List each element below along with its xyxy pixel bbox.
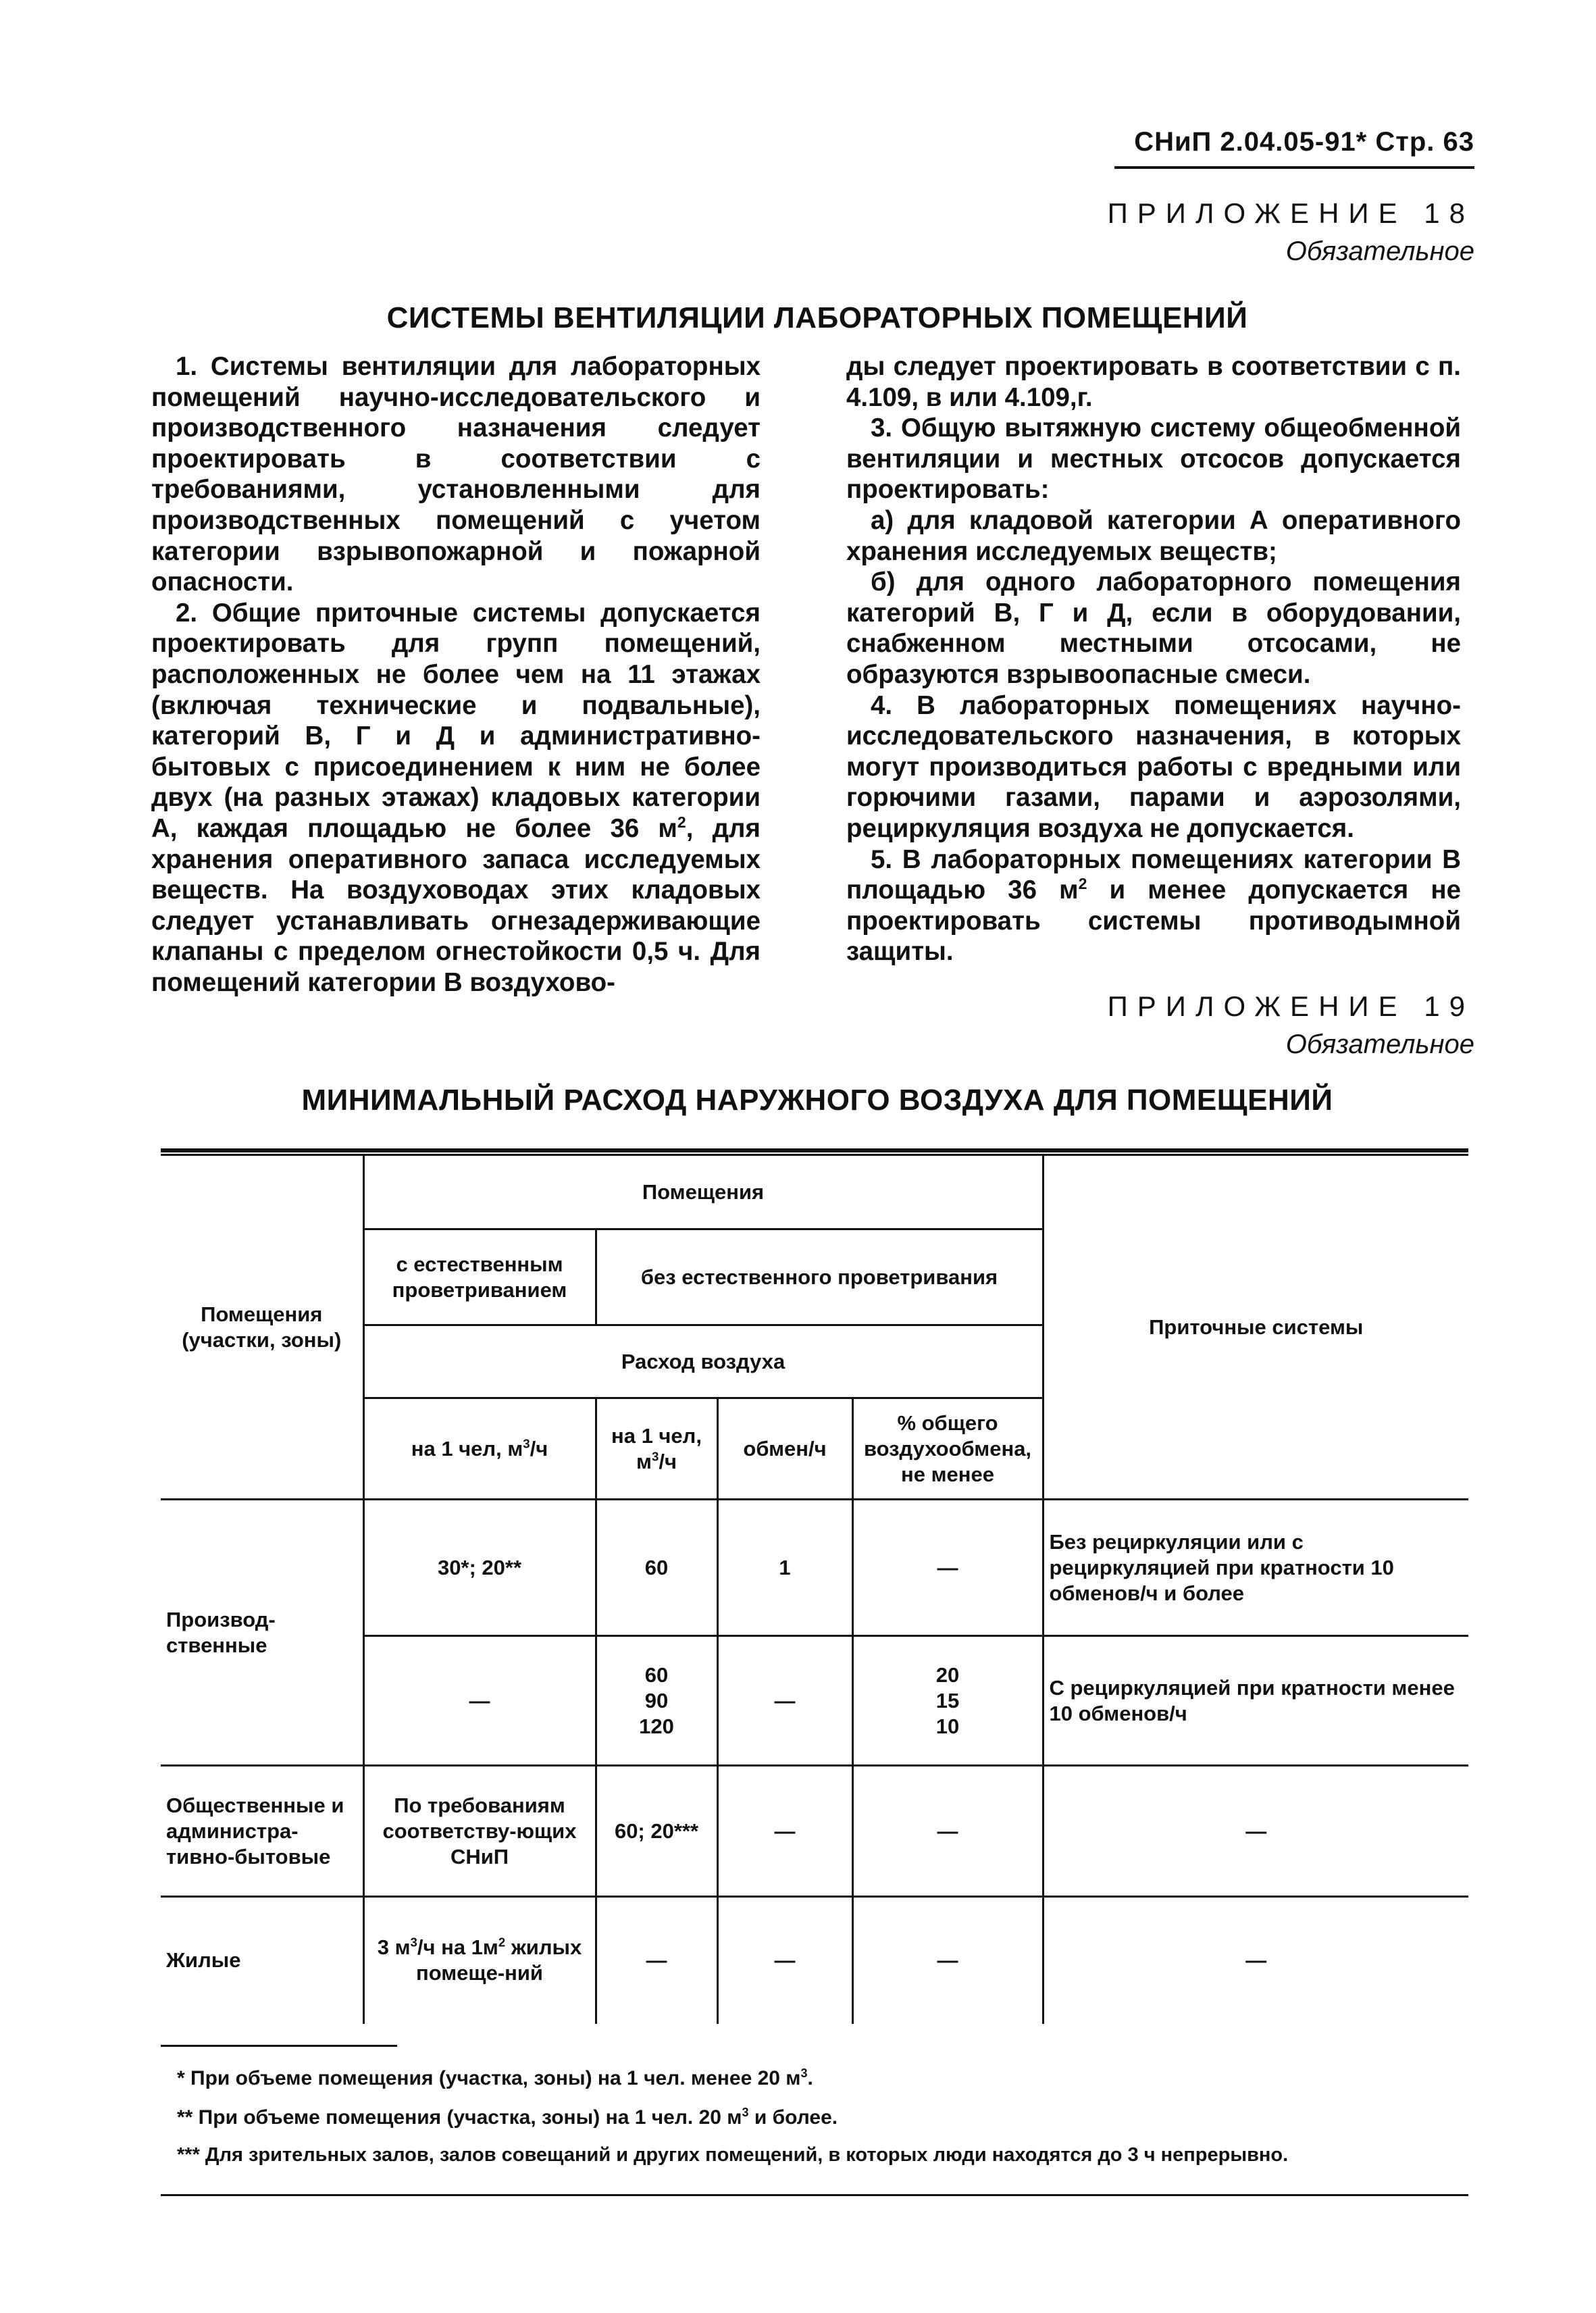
appendix-19-status: Обязательное	[1285, 1030, 1474, 1059]
paragraph-2-continued: ды следует проектировать в соответствии с п. 4.109, в или 4.109,г.	[846, 352, 1461, 412]
header-per-person: на 1 чел, $м^3/ч$	[596, 1398, 717, 1500]
row-industrial-name: Производ-ственные	[161, 1500, 363, 1766]
row-industrial-b-per-person: 60 90 120	[596, 1636, 717, 1766]
bottom-rule	[161, 2194, 1468, 2196]
paragraph-3b: б) для одного лабораторного помещения категорий В, Г и Д, если в оборудовании, снабженном местными отсосами, не образуются взрывоопасные смеси.	[846, 567, 1461, 689]
paragraph-3a: а) для кладовой категории А оперативного хранения исследуемых веществ;	[846, 505, 1461, 566]
row-public-percent: —	[852, 1766, 1043, 1897]
paragraph-4: 4. В лабораторных помещениях научно-исследовательского назначения, в которых могут производиться работы с вредными или горючими газами, парами и аэрозолями, рециркуляция воздуха не допускается.	[846, 690, 1461, 843]
appendix-18-title: ПРИЛОЖЕНИЕ 18	[1107, 197, 1474, 229]
row-industrial-a-per-person: 60	[596, 1500, 717, 1636]
row-industrial-a-supply: Без рециркуляции или с рециркуляцией при кратности 10 обменов/ч и более	[1043, 1500, 1468, 1636]
page-header: СНиП 2.04.05-91* Стр. 63	[1134, 127, 1474, 157]
row-industrial-a-percent: —	[852, 1500, 1043, 1636]
row-public-per-person: 60; 20***	[596, 1766, 717, 1897]
row-public-exchange: —	[717, 1766, 852, 1897]
header-rooms: Помещения	[363, 1155, 1043, 1229]
row-industrial-b-supply: С рециркуляцией при кратности менее 10 обменов/ч	[1043, 1636, 1468, 1766]
row-public-name: Общественные и администра-тивно-бытовые	[161, 1766, 363, 1897]
header-exchanges-per-hour: обмен/ч	[717, 1398, 852, 1500]
paragraph-5: 5. В лабораторных помещениях категории В площадью 36 $м^2$ и менее допускается не проектировать системы противодымной защиты.	[846, 844, 1461, 967]
header-per-person-natural: на 1 чел, $м^3/ч$	[363, 1398, 596, 1500]
header-no-natural-ventilation: без естественного проветривания	[596, 1229, 1043, 1325]
appendix-19-heading: МИНИМАЛЬНЫЙ РАСХОД НАРУЖНОГО ВОЗДУХА ДЛЯ ПОМЕЩЕНИЙ	[301, 1084, 1333, 1117]
paragraph-3: 3. Общую вытяжную систему общеобменной вентиляции и местных отсосов допускается проектировать:	[846, 413, 1461, 505]
row-residential-supply: —	[1043, 1897, 1468, 2024]
row-industrial-a-natural: 30*; 20**	[363, 1500, 596, 1636]
footnote-1: * При объеме помещения (участка, зоны) на 1 чел. менее 20 $м^3$.	[177, 2066, 813, 2089]
row-residential-exchange: —	[717, 1897, 852, 2024]
header-percent-total: % общего воздухообмена, не менее	[852, 1398, 1043, 1500]
header-rooms-zones: Помещения (участки, зоны)	[161, 1155, 363, 1500]
right-column	[846, 351, 1461, 967]
header-air-flow: Расход воздуха	[363, 1325, 1043, 1398]
paragraph-1: 1. Системы вентиляции для лабораторных помещений научно-исследовательского и производственного назначения следует проектировать в соответствии с требованиями, установленными для производственных помещений с учетом категории взрывопожарной и пожарной опасности.	[151, 352, 761, 597]
header-natural-ventilation: с естественным проветриванием	[363, 1229, 596, 1325]
appendix-19-title: ПРИЛОЖЕНИЕ 19	[1107, 990, 1474, 1022]
appendix-18-status: Обязательное	[1285, 236, 1474, 266]
row-public-natural: По требованиям соответству-ющих СНиП	[363, 1766, 596, 1897]
row-residential-per-person: —	[596, 1897, 717, 2024]
footnote-3: *** Для зрительных залов, залов совещаний и других помещений, в которых люди находятся до 3 ч непрерывно.	[177, 2144, 1289, 2166]
air-flow-table	[161, 1154, 1468, 2024]
table-top-rule	[161, 1148, 1468, 1152]
row-residential-name: Жилые	[161, 1897, 363, 2024]
appendix-18-heading: СИСТЕМЫ ВЕНТИЛЯЦИИ ЛАБОРАТОРНЫХ ПОМЕЩЕНИЙ	[386, 301, 1248, 334]
footnote-2: ** При объеме помещения (участка, зоны) на 1 чел. 20 $м^3$ и более.	[177, 2106, 838, 2129]
row-residential-percent: —	[852, 1897, 1043, 2024]
row-residential-natural: 3 $м^3/ч$ на $1м^2$ жилых помеще-ний	[363, 1897, 596, 2024]
paragraph-2: 2. Общие приточные системы допускается проектировать для групп помещений, расположенных не более чем на 11 этажах (включая технические и подвальные), категорий В, Г и Д и административно-бытовых с присоединением к ним не более двух (на разных этажах) кладовых категории А, каждая площадью не более 36 $м^2$, для хранения оперативного запаса исследуемых веществ. На воздуховодах этих кладовых следует устанавливать огнезадерживающие клапаны с пределом огнестойкости 0,5 ч. Для помещений категории В воздухово-	[151, 598, 761, 997]
row-industrial-b-natural: —	[363, 1636, 596, 1766]
row-industrial-b-percent: 20 15 10	[852, 1636, 1043, 1766]
header-rule	[1114, 166, 1474, 169]
left-column	[151, 351, 761, 998]
row-industrial-a-exchange: 1	[717, 1500, 852, 1636]
row-public-supply: —	[1043, 1766, 1468, 1897]
header-supply-systems: Приточные системы	[1043, 1155, 1468, 1500]
footnote-rule	[161, 2045, 397, 2047]
row-industrial-b-exchange: —	[717, 1636, 852, 1766]
